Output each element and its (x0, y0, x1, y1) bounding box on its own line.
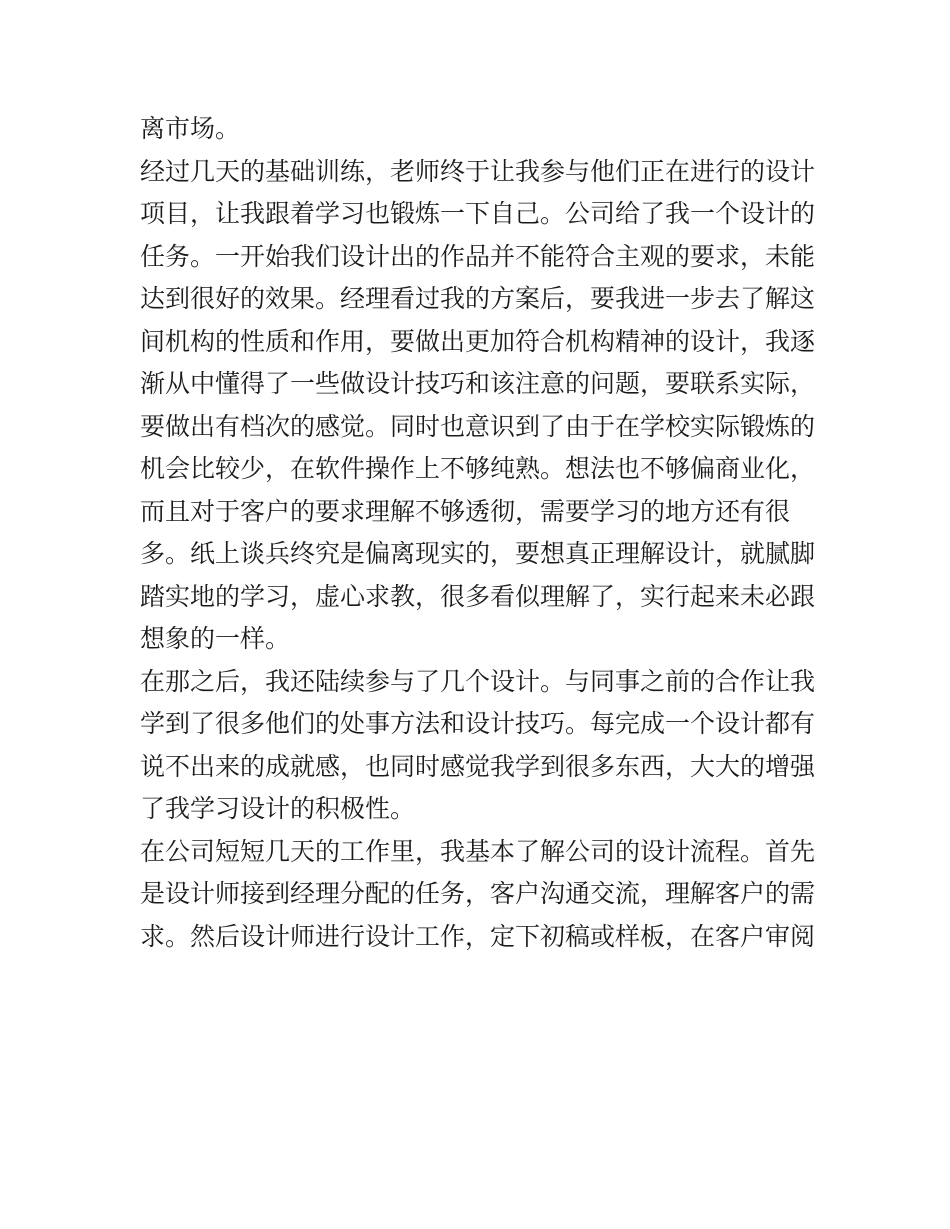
text-line: 间机构的性质和作用，要做出更加符合机构精神的设计，我逐 (140, 326, 816, 356)
text-line: 在公司短短几天的工作里，我基本了解公司的设计流程。首先 (140, 836, 816, 866)
text-line: 渐从中懂得了一些做设计技巧和该注意的问题，要联系实际， (140, 369, 816, 398)
text-line: 达到很好的效果。经理看过我的方案后，要我进一步去了解这 (140, 284, 816, 313)
text-line: 离市场。 (140, 114, 241, 143)
text-line: 多。纸上谈兵终究是偏离现实的，要想真正理解设计，就腻脚 (140, 539, 816, 568)
text-line: 任务。一开始我们设计出的作品并不能符合主观的要求，未能 (140, 241, 816, 271)
text-line: 了我学习设计的积极性。 (140, 794, 416, 823)
text-line: 而且对于客户的要求理解不够透彻，需要学习的地方还有很 (140, 496, 791, 526)
text-line: 机会比较少，在软件操作上不够纯熟。想法也不够偏商业化， (140, 454, 816, 483)
text-line: 求。然后设计师进行设计工作，定下初稿或样板，在客户审阅 (140, 921, 816, 951)
text-line: 要做出有档次的感觉。同时也意识到了由于在学校实际锻炼的 (140, 411, 816, 441)
text-line: 说不出来的成就感，也同时感觉我学到很多东西，大大的增强 (140, 751, 816, 781)
text-line: 是设计师接到经理分配的任务，客户沟通交流，理解客户的需 (140, 879, 816, 908)
text-line: 想象的一样。 (140, 624, 291, 653)
text-line: 项目，让我跟着学习也锻炼一下自己。公司给了我一个设计的 (140, 199, 816, 228)
text-line: 在那之后，我还陆续参与了几个设计。与同事之前的合作让我 (140, 666, 816, 696)
text-line: 踏实地的学习，虚心求教，很多看似理解了，实行起来未必跟 (140, 581, 816, 611)
text-line: 经过几天的基础训练，老师终于让我参与他们正在进行的设计 (140, 156, 816, 186)
document-body-text (140, 108, 820, 958)
text-line: 学到了很多他们的处事方法和设计技巧。每完成一个设计都有 (140, 709, 816, 738)
